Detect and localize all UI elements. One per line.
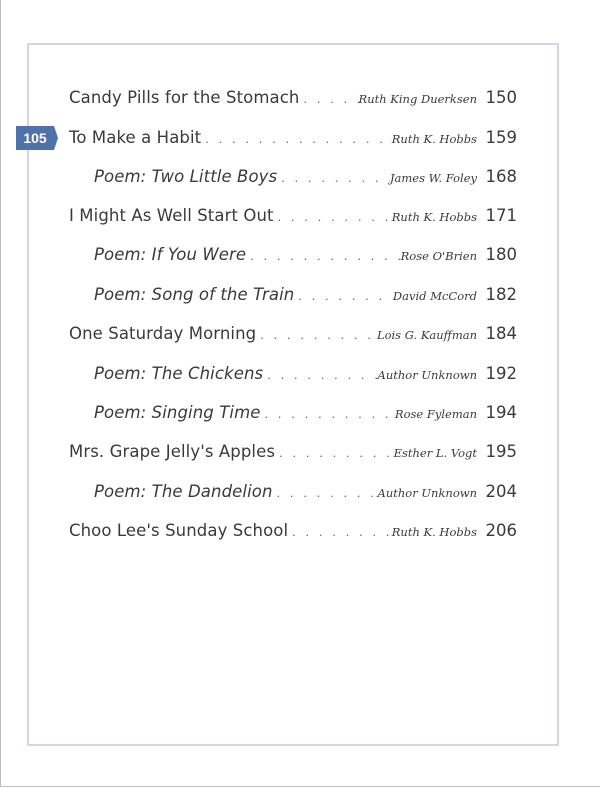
leader-dots	[246, 250, 400, 263]
entry-author: Rose Fyleman	[394, 407, 477, 421]
entry-author: David McCord	[392, 289, 477, 303]
entry-title: To Make a Habit	[69, 128, 202, 147]
entry-page-number: 182	[485, 285, 517, 304]
toc-entry	[69, 206, 517, 225]
toc-entry-poem	[94, 364, 517, 383]
leader-dots	[277, 172, 390, 185]
leader-dots	[288, 526, 392, 539]
entry-title: Poem: Song of the Train	[94, 285, 295, 304]
entry-page-number: 206	[485, 521, 517, 540]
toc-entry	[69, 521, 517, 540]
entry-page-number: 180	[485, 245, 517, 264]
entry-title: Candy Pills for the Stomach	[69, 88, 300, 107]
entry-page-number: 192	[485, 364, 517, 383]
entry-page-number: 159	[485, 128, 517, 147]
entry-title: Choo Lee's Sunday School	[69, 521, 289, 540]
leader-dots	[256, 329, 377, 342]
entry-title: Poem: The Chickens	[94, 364, 264, 383]
page-number-tab: 105	[16, 126, 54, 150]
entry-page-number: 195	[485, 442, 517, 461]
leader-dots	[263, 369, 377, 382]
entry-title: One Saturday Morning	[69, 324, 257, 343]
entry-page-number: 150	[485, 88, 517, 107]
toc-entry	[69, 88, 517, 107]
entry-author: Esther L. Vogt	[393, 446, 477, 460]
toc-entry	[69, 128, 517, 147]
entry-page-number: 204	[485, 482, 517, 501]
entry-author: Author Unknown	[377, 368, 477, 382]
leader-dots	[273, 487, 378, 500]
entry-title: Poem: Two Little Boys	[94, 167, 278, 186]
entry-author: Lois G. Kauffman	[376, 328, 477, 342]
leader-dots	[261, 408, 395, 421]
leader-dots	[275, 447, 394, 460]
toc-entry-poem	[94, 482, 517, 501]
entry-author: Ruth K. Hobbs	[391, 132, 477, 146]
leader-dots	[201, 133, 392, 146]
toc-entry-poem	[94, 285, 517, 304]
entry-page-number: 184	[485, 324, 517, 343]
toc-entry-poem	[94, 245, 517, 264]
entry-page-number: 171	[485, 206, 517, 225]
entry-page-number: 194	[485, 403, 517, 422]
entry-author: Author Unknown	[377, 486, 477, 500]
entry-title: Poem: If You Were	[94, 245, 247, 264]
table-of-contents	[1, 0, 600, 787]
toc-entry	[69, 442, 517, 461]
entry-title: Poem: Singing Time	[94, 403, 261, 422]
entry-author: Ruth K. Hobbs	[391, 210, 477, 224]
entry-title: Mrs. Grape Jelly's Apples	[69, 442, 276, 461]
leader-dots	[299, 93, 358, 106]
leader-dots	[274, 211, 392, 224]
entry-title: Poem: The Dandelion	[94, 482, 273, 501]
leader-dots	[294, 290, 393, 303]
entry-author: Ruth King Duerksen	[358, 92, 477, 106]
toc-entry	[69, 324, 517, 343]
toc-entry-poem	[94, 167, 517, 186]
entry-page-number: 168	[485, 167, 517, 186]
entry-author: Ruth K. Hobbs	[391, 525, 477, 539]
toc-entry-poem	[94, 403, 517, 422]
entry-title: I Might As Well Start Out	[69, 206, 274, 225]
entry-author: Rose O'Brien	[400, 249, 477, 263]
entry-author: James W. Foley	[389, 171, 477, 185]
